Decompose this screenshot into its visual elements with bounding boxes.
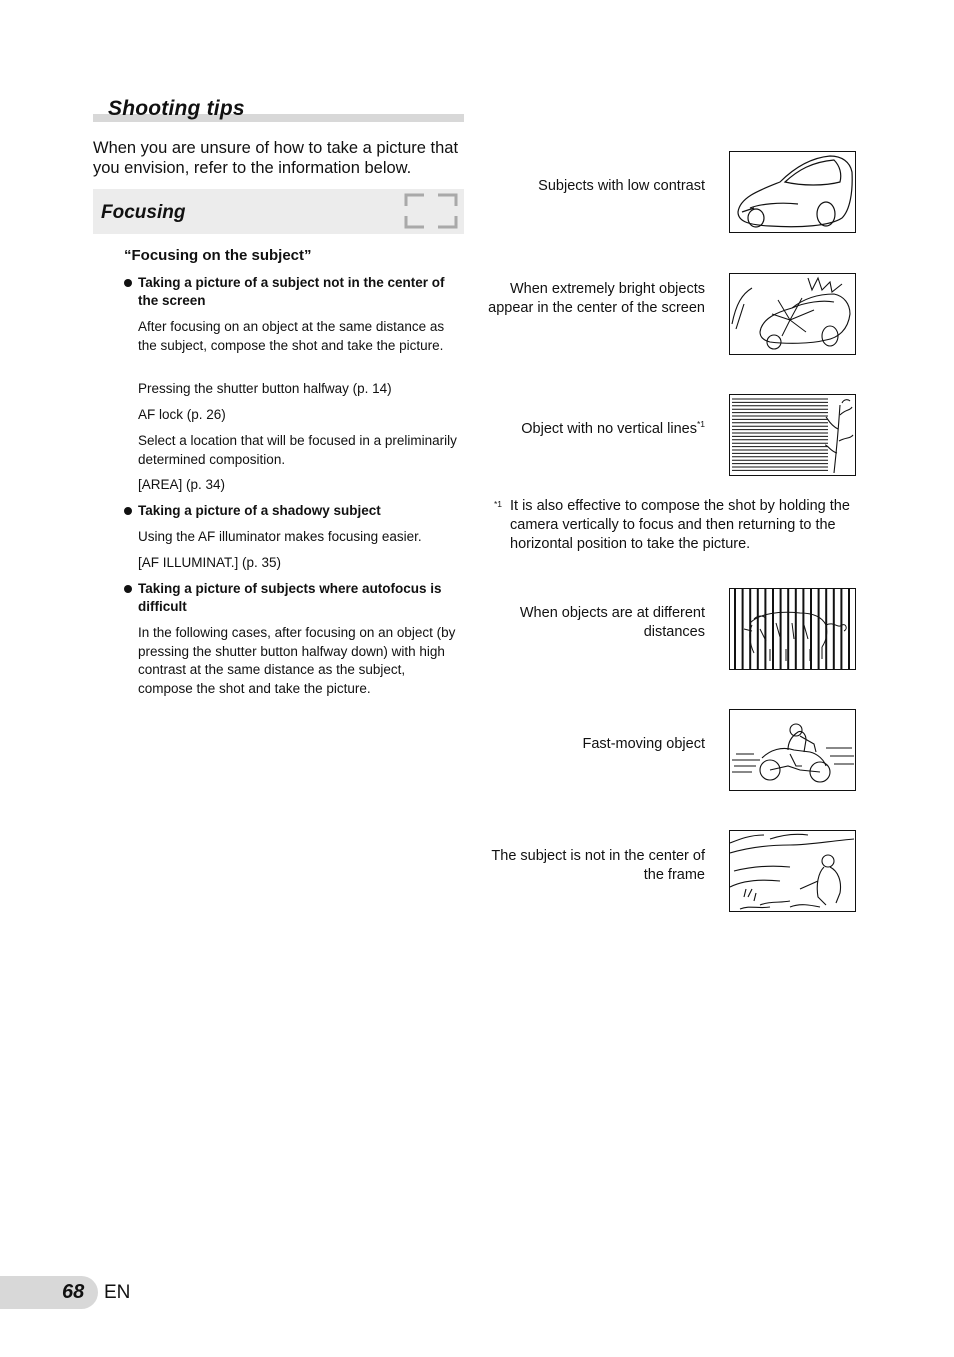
case-caption-bright-objects: When extremely bright objects appear in the center of the screen (488, 281, 705, 316)
fence-bar (787, 589, 789, 669)
case-caption-off-center: The subject is not in the center of the frame (491, 848, 705, 883)
page-number: 68 (62, 1281, 85, 1303)
paragraph: In the following cases, after focusing on an object (by pressing the shutter button halfway down) with high contrast at the same distance as the subject, compose the shot and take the picture. (138, 625, 456, 696)
fence-bar (749, 589, 751, 669)
fence-bar (833, 589, 835, 669)
bright-reflection-car-illustration (729, 273, 856, 355)
sports-car-illustration (729, 151, 856, 233)
person-off-center-illustration (729, 830, 856, 912)
fence-bar (795, 589, 797, 669)
fence-bar (848, 589, 850, 669)
bullet-icon (124, 585, 132, 593)
fence-bar (742, 589, 744, 669)
paragraph: AF lock (p. 26) (138, 407, 226, 422)
fence-bar (825, 589, 827, 669)
bullet-icon (124, 279, 132, 287)
section-heading-shadowy: Taking a picture of a shadowy subject (124, 502, 459, 520)
motorcycle-illustration (729, 709, 856, 791)
fence-bar (772, 589, 774, 669)
footnote-text: It is also effective to compose the shot by holding the camera vertically to focus and then returning to the horizontal position to take the picture. (510, 498, 850, 552)
fence-bar (818, 589, 820, 669)
footnote-mark: *1 (494, 499, 503, 509)
paragraph: [AF ILLUMINAT.] (p. 35) (138, 555, 282, 570)
case-caption-no-vertical-lines: Object with no vertical lines$^{*1}$ (521, 419, 705, 437)
paragraph: Select a location that will be focused in a preliminarily determined composition. (138, 433, 457, 467)
case-caption-low-contrast: Subjects with low contrast (538, 178, 705, 194)
footnote-reference: *1 (696, 419, 705, 430)
page-language: EN (104, 1282, 131, 1303)
bullet-icon (124, 507, 132, 515)
fence-bar (810, 589, 812, 669)
section-heading-autofocus-difficult: Taking a picture of subjects where autofocus is difficult (124, 580, 459, 616)
paragraph: Using the AF illuminator makes focusing easier. (138, 529, 422, 544)
fence-bar (802, 589, 804, 669)
fence-bar (764, 589, 766, 669)
horizontal-lines-illustration (729, 394, 856, 476)
case-caption-fast-moving: Fast-moving object (582, 736, 705, 752)
case-caption-different-distances: When objects are at different distances (519, 605, 705, 640)
focusing-title: Focusing (101, 202, 186, 223)
fence-bar (840, 589, 842, 669)
fence-bar (757, 589, 759, 669)
fence-bar (780, 589, 782, 669)
paragraph: Pressing the shutter button halfway (p. 14) (138, 381, 392, 396)
focusing-subheading: “Focusing on the subject” (124, 247, 312, 264)
af-frame-icon (404, 192, 458, 230)
fence-bar (734, 589, 736, 669)
section-heading-off-center: Taking a picture of a subject not in the center of the screen (124, 274, 459, 310)
paragraph: [AREA] (p. 34) (138, 477, 226, 492)
intro-text: When you are unsure of how to take a picture that you envision, refer to the information below. (93, 139, 459, 177)
paragraph: After focusing on an object at the same distance as the subject, compose the shot and take the picture. (138, 319, 445, 353)
page-title: Shooting tips (108, 97, 245, 120)
tiger-behind-bars-illustration (729, 588, 856, 670)
